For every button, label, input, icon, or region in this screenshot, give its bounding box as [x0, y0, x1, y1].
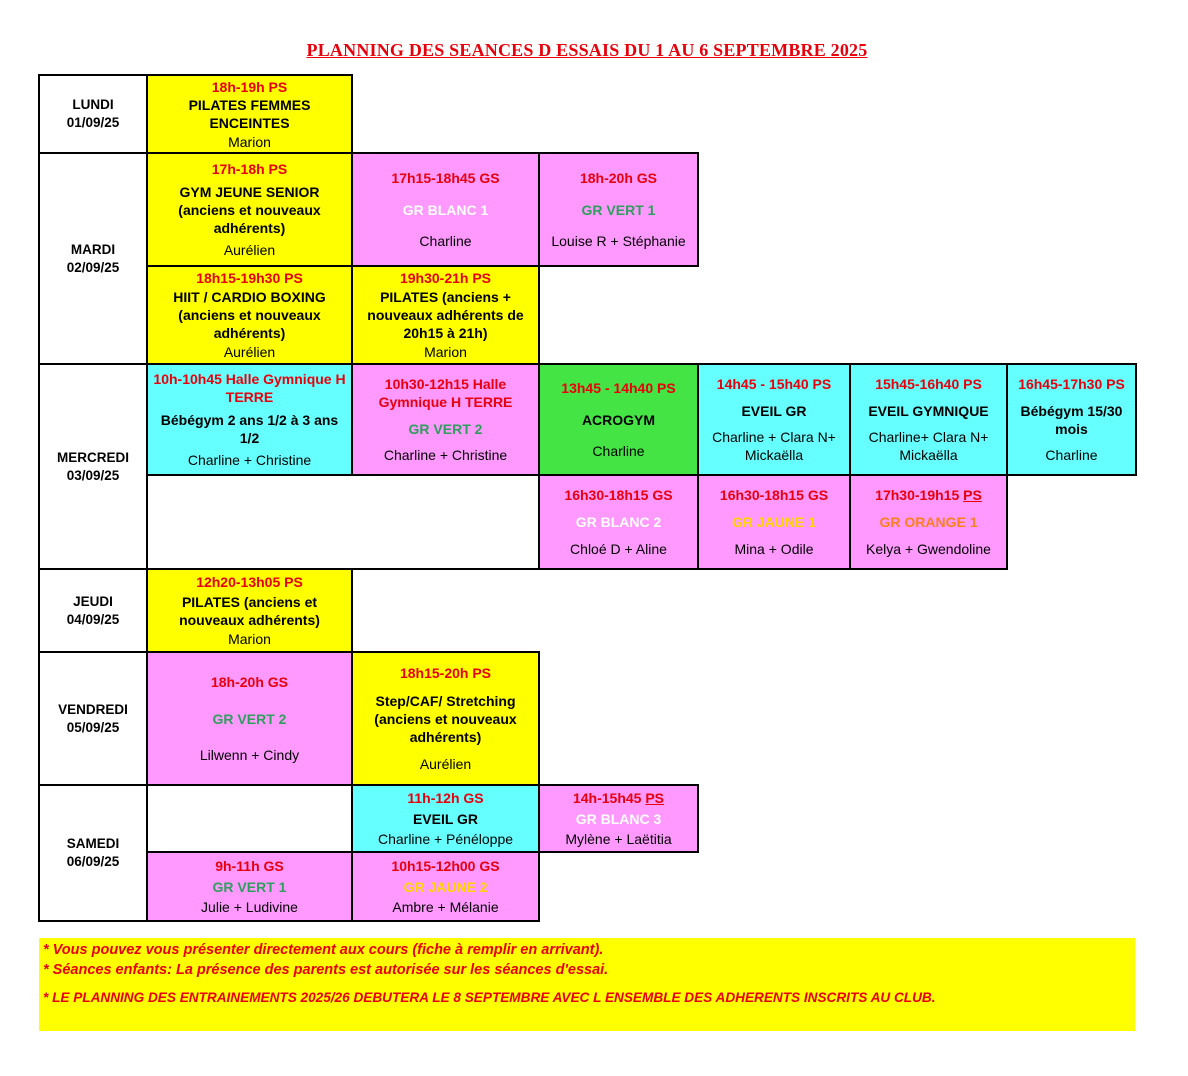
session-coach: Charline	[1045, 447, 1098, 464]
day-name: MERCREDI	[56, 449, 129, 465]
session-time: 10h15-12h00 GS	[391, 857, 500, 874]
session-jeudi-pilates	[146, 568, 353, 653]
samedi-empty-slot	[146, 784, 353, 853]
session-group: GR VERT 2	[408, 420, 483, 437]
day-name: VENDREDI	[58, 701, 128, 717]
session-name: HIIT / CARDIO BOXING (anciens et nouveaux adhérents)	[173, 289, 326, 341]
mercredi-bottom-rule	[146, 568, 538, 570]
session-samedi-gr-vert-1	[146, 851, 353, 922]
session-coach: Charline + Pénéloppe	[377, 830, 514, 847]
session-group: GR BLANC 3	[575, 810, 662, 827]
session-name: Bébégym 2 ans 1/2 à 3 ans 1/2	[160, 411, 339, 446]
session-mercredi-gr-blanc-2	[538, 474, 699, 570]
session-time: 14h-15h45 PS	[572, 790, 665, 807]
session-name: GYM JEUNE SENIOR (anciens et nouveaux adhérents)	[178, 183, 321, 236]
session-coach: Charline + Christine	[187, 451, 312, 468]
session-mercredi-bebegym-2ans	[146, 363, 353, 476]
session-mardi-gym-jeune-senior	[146, 152, 353, 267]
day-date: 02/09/25	[66, 259, 120, 275]
session-coach: Lilwenn + Cindy	[199, 747, 300, 764]
session-group: GR JAUNE 2	[403, 878, 488, 895]
session-coach: Aurélien	[419, 756, 472, 773]
session-time: 16h30-18h15 GS	[564, 487, 673, 503]
session-time: 12h20-13h05 PS	[196, 573, 303, 590]
session-time: 18h-19h PS	[211, 78, 288, 95]
day-name: LUNDI	[72, 97, 114, 112]
day-date: 06/09/25	[66, 854, 120, 869]
session-time: 18h-20h GS	[210, 673, 289, 690]
day-date: 03/09/25	[66, 467, 120, 483]
session-time: 17h30-19h15 PS	[875, 487, 982, 503]
session-coach: Marion	[424, 344, 467, 360]
session-coach: Marion	[228, 133, 271, 150]
day-name: JEUDI	[73, 593, 113, 609]
note-3: * LE PLANNING DES ENTRAINEMENTS 2025/26 DEBUTERA LE 8 SEPTEMBRE AVEC L ENSEMBLE DES ADHERENTS INSCRITS AU CLUB.	[43, 990, 936, 1005]
session-group: GR VERT 2	[212, 710, 287, 727]
session-coach: Ambre + Mélanie	[392, 899, 499, 916]
session-vendredi-gr-vert-2	[146, 651, 353, 786]
session-mercredi-bebegym-15-30	[1006, 363, 1137, 476]
session-name: PILATES (anciens et nouveaux adhérents)	[179, 593, 320, 628]
day-date: 01/09/25	[66, 115, 120, 130]
note-1: * Vous pouvez vous présenter directement aux cours (fiche à remplir en arrivant).	[43, 942, 604, 958]
session-mercredi-eveil-gymnique	[849, 363, 1008, 476]
session-group: GR VERT 1	[212, 878, 287, 895]
session-name: PILATES (anciens + nouveaux adhérents de 20h15 à 21h)	[367, 289, 524, 341]
day-samedi	[38, 784, 148, 922]
session-time: 10h-10h45 Halle Gymnique H TERRE	[153, 371, 346, 406]
session-time: 16h30-18h15 GS	[719, 487, 829, 503]
page-title: PLANNING DES SEANCES D ESSAIS DU 1 AU 6 SEPTEMBRE 2025	[306, 40, 868, 60]
session-coach: Mina + Odile	[734, 541, 814, 557]
session-mercredi-gr-vert-2	[351, 363, 540, 476]
session-time: 18h-20h GS	[579, 169, 658, 186]
session-coach: Charline+ Clara N+ Mickaëlla	[868, 429, 989, 464]
session-group: GR ORANGE 1	[879, 514, 978, 530]
session-time: 15h45-16h40 PS	[875, 375, 982, 392]
session-coach: Charline	[592, 442, 645, 459]
session-mercredi-gr-orange-1	[849, 474, 1008, 570]
day-lundi	[38, 74, 148, 154]
notes-box	[39, 938, 1135, 1031]
session-name: Step/CAF/ Stretching (anciens et nouveaux adhérents)	[374, 692, 517, 745]
session-time: 10h30-12h15 Halle Gymnique H TERRE	[378, 375, 513, 410]
session-lundi-pilates-femmes	[146, 74, 353, 154]
session-name: EVEIL GYMNIQUE	[868, 402, 989, 419]
session-mardi-hiit-cardio	[146, 265, 353, 365]
session-samedi-gr-jaune-2	[351, 851, 540, 922]
session-time: 19h30-21h PS	[399, 270, 492, 286]
session-name: EVEIL GR	[741, 402, 807, 419]
session-samedi-eveil-gr	[351, 784, 540, 853]
session-time: 11h-12h GS	[407, 790, 484, 807]
session-time: 17h15-18h45 GS	[391, 169, 500, 186]
day-name: MARDI	[70, 241, 116, 257]
day-mercredi	[38, 363, 148, 570]
session-name: PILATES FEMMES ENCEINTES	[188, 97, 311, 131]
session-coach: Marion	[228, 631, 271, 648]
session-vendredi-step	[351, 651, 540, 786]
day-mardi	[38, 152, 148, 365]
session-mardi-pilates	[351, 265, 540, 365]
session-coach: Kelya + Gwendoline	[866, 541, 991, 557]
session-time: 13h45 - 14h40 PS	[561, 380, 676, 397]
day-name: SAMEDI	[66, 836, 120, 851]
session-coach: Charline + Christine	[383, 447, 508, 464]
session-name: Bébégym 15/30 mois	[1020, 402, 1123, 437]
session-group: GR BLANC 2	[575, 514, 662, 530]
session-mardi-gr-blanc-1	[351, 152, 540, 267]
session-time: 17h-18h PS	[211, 160, 288, 177]
session-name: ACROGYM	[581, 411, 656, 428]
session-coach: Charline + Clara N+ Mickaëlla	[712, 429, 836, 464]
session-group: GR JAUNE 1	[731, 514, 817, 530]
session-name: EVEIL GR	[412, 810, 479, 827]
session-time: 18h15-20h PS	[399, 664, 492, 681]
session-coach: Aurélien	[223, 344, 276, 360]
session-coach: Charline	[419, 233, 472, 250]
session-coach: Aurélien	[223, 242, 276, 259]
session-coach: Chloé D + Aline	[570, 541, 667, 557]
day-vendredi	[38, 651, 148, 786]
session-time: 18h15-19h30 PS	[196, 270, 303, 286]
session-mercredi-acrogym	[538, 363, 699, 476]
session-coach: Mylène + Laëtitia	[565, 830, 672, 847]
session-mercredi-gr-jaune-1	[697, 474, 851, 570]
day-jeudi	[38, 568, 148, 653]
day-date: 04/09/25	[66, 611, 120, 627]
session-group: GR BLANC 1	[402, 201, 489, 218]
day-date: 05/09/25	[66, 719, 120, 735]
session-time: 14h45 - 15h40 PS	[716, 375, 832, 392]
session-samedi-gr-blanc-3	[538, 784, 699, 853]
session-time: 9h-11h GS	[215, 857, 284, 874]
session-coach: Louise R + Stéphanie	[551, 233, 686, 250]
note-2: * Séances enfants: La présence des parents est autorisée sur les séances d'essai.	[43, 962, 609, 978]
session-group: GR VERT 1	[581, 201, 656, 218]
session-mardi-gr-vert-1	[538, 152, 699, 267]
session-mercredi-eveil-gr	[697, 363, 851, 476]
session-time: 16h45-17h30 PS	[1018, 375, 1125, 392]
session-coach: Julie + Ludivine	[201, 899, 298, 916]
